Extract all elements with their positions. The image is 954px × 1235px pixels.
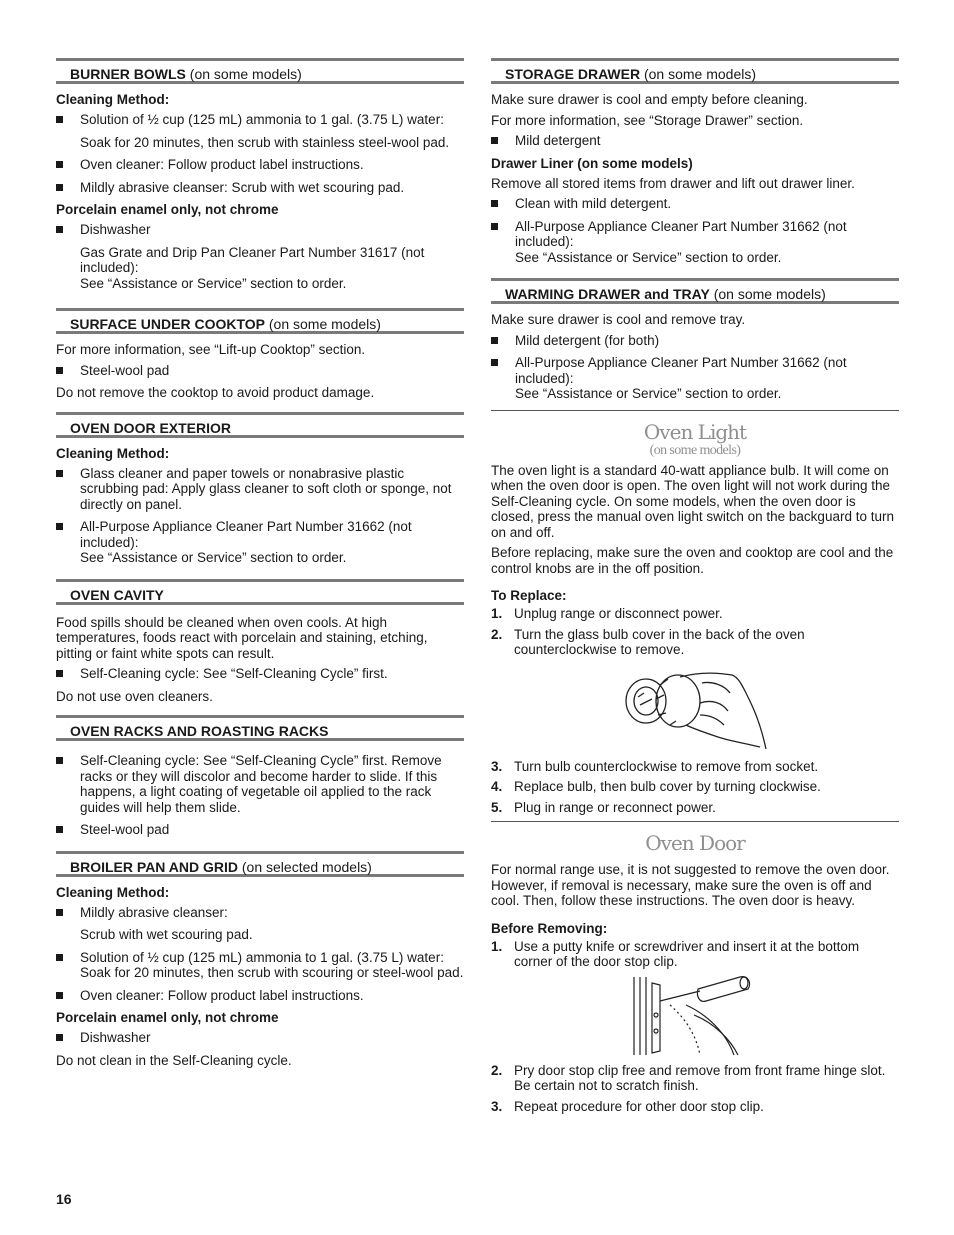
oven-door-steps [491, 939, 899, 970]
paragraph: Make sure drawer is cool and remove tray. [491, 312, 746, 327]
numbered-step [491, 1099, 899, 1115]
bullet-item: Oven cleaner: Follow product label instructions. [56, 157, 464, 173]
bullet-continuation: Soak for 20 minutes, then scrub with stainless steel-wool pad. [80, 134, 450, 150]
paragraph: Do not use oven cleaners. [56, 688, 213, 704]
bullet-continuation: See “Assistance or Service” section to order. [515, 386, 782, 401]
paragraph: Do not remove the cooktop to avoid product damage. [56, 385, 375, 400]
bullet-continuation: See “Assistance or Service” section to order. [80, 275, 347, 291]
paragraph: Food spills should be cleaned when oven cools. At high temperatures, foods react with porcelain and staining, etching, pitting or faint white spots can result. [56, 614, 428, 661]
numbered-step [491, 627, 899, 658]
oven-light-steps [491, 759, 899, 816]
numbered-step [491, 779, 899, 795]
section-header-oven-door-exterior: OVEN DOOR EXTERIOR [56, 412, 464, 438]
bullet-item: Mild detergent (for both) [491, 333, 899, 349]
oven-light-title: Oven Light [643, 419, 747, 444]
step-number: 2. [491, 626, 503, 642]
section-header-surface-under-cooktop: SURFACE UNDER COOKTOP (on some models) [56, 308, 464, 334]
oven-door-steps [491, 1063, 899, 1115]
step-number: 2. [491, 1062, 503, 1078]
left-column [56, 58, 464, 1073]
step-text: Pry door stop clip free and remove from front frame hinge slot. Be certain not to scratch finish. [514, 1062, 886, 1093]
bullet-item: Dishwasher [56, 222, 464, 238]
oven-light-steps [491, 606, 899, 658]
bullet-item: Mildly abrasive cleanser: [56, 905, 464, 921]
numbered-step [491, 939, 899, 970]
section-header-oven-racks: OVEN RACKS AND ROASTING RACKS [56, 715, 464, 741]
section-header-burner-bowls: BURNER BOWLS (on some models) [56, 58, 464, 84]
bullet-item: All-Purpose Appliance Cleaner Part Number 31662 (not included): [56, 519, 464, 550]
oven-light-subtitle: (on some models) [649, 442, 741, 458]
right-column [491, 58, 899, 1119]
step-number: 5. [491, 799, 503, 815]
numbered-step [491, 606, 899, 622]
section-header-storage-drawer: STORAGE DRAWER (on some models) [491, 58, 899, 84]
bulb-cover-illustration [620, 663, 770, 755]
bullet-item: All-Purpose Appliance Cleaner Part Number 31662 (not included): [491, 219, 899, 250]
bullet-item: Solution of ½ cup (125 mL) ammonia to 1 gal. (3.75 L) water: [56, 112, 464, 128]
numbered-step [491, 759, 899, 775]
porcelain-label: Porcelain enamel only, not chrome [56, 1010, 279, 1025]
paragraph: Before replacing, make sure the oven and cooktop are cool and the control knobs are in the off position. [491, 545, 894, 576]
to-replace-label: To Replace: [491, 588, 567, 603]
oven-door-title: Oven Door [645, 831, 745, 855]
step-number: 1. [491, 938, 503, 954]
paragraph: For more information, see “Storage Drawer” section. [491, 112, 804, 128]
numbered-step [491, 800, 899, 816]
section-header-warming-drawer: WARMING DRAWER and TRAY (on some models) [491, 278, 899, 304]
cleaning-method-label: Cleaning Method: [56, 445, 170, 461]
bullet-continuation: See “Assistance or Service” section to order. [80, 550, 347, 565]
paragraph: For more information, see “Lift-up Cooktop” section. [56, 342, 366, 357]
bullet-item: Mild detergent [491, 133, 899, 149]
paragraph: Remove all stored items from drawer and lift out drawer liner. [491, 175, 855, 191]
bullet-item: Dishwasher [56, 1030, 464, 1046]
bullet-item: Self-Cleaning cycle: See “Self-Cleaning Cycle” first. Remove racks or they will discolor and become harder to slide. If this happens, a light coating of vegetable oil applied to the rack guides will help them slide. [56, 753, 464, 815]
bullet-item: Oven cleaner: Follow product label instructions. [56, 988, 464, 1004]
section-header-broiler-pan: BROILER PAN AND GRID (on selected models) [56, 851, 464, 877]
paragraph: Do not clean in the Self-Cleaning cycle. [56, 1052, 292, 1068]
bullet-item: All-Purpose Appliance Cleaner Part Number 31662 (not included): [491, 355, 899, 386]
cleaning-method-label: Cleaning Method: [56, 884, 170, 900]
bullet-item: Mildly abrasive cleanser: Scrub with wet scouring pad. [56, 180, 464, 196]
bullet-continuation: See “Assistance or Service” section to order. [515, 249, 782, 265]
section-header-oven-cavity: OVEN CAVITY [56, 579, 464, 605]
step-number: 3. [491, 758, 503, 774]
bullet-item: Self-Cleaning cycle: See “Self-Cleaning Cycle” first. [56, 666, 464, 682]
bullet-item: Steel-wool pad [56, 822, 464, 838]
drawer-liner-label: Drawer Liner (on some models) [491, 155, 693, 171]
bullet-item: Glass cleaner and paper towels or nonabrasive plastic scrubbing pad: Apply glass cleaner to soft cloth or sponge, not directly on panel. [56, 466, 464, 513]
bullet-item: Steel-wool pad [56, 363, 464, 379]
step-number: 1. [491, 606, 503, 621]
paragraph: The oven light is a standard 40-watt appliance bulb. It will come on when the oven door is open. The oven light will not work during the Self-Cleaning cycle. On some models, when the oven door is closed, press the manual oven light switch on the backguard to turn on and off. [491, 462, 894, 540]
numbered-step [491, 1063, 899, 1094]
step-text: Turn the glass bulb cover in the back of the oven counterclockwise to remove. [514, 626, 805, 657]
paragraph: For normal range use, it is not suggested to remove the oven door. However, if removal is necessary, make sure the oven is off and cool. Then, follow these instructions. The oven door is heavy. [491, 862, 890, 908]
step-text: Turn bulb counterclockwise to remove from socket. [514, 758, 819, 774]
bullet-item: Solution of ½ cup (125 mL) ammonia to 1 gal. (3.75 L) water: Soak for 20 minutes, then scrub with scouring or steel-wool pad. [56, 950, 464, 981]
bullet-continuation: Gas Grate and Drip Pan Cleaner Part Number 31617 (not included): [80, 244, 425, 275]
step-number: 3. [491, 1098, 503, 1114]
step-text: Use a putty knife or screwdriver and insert it at the bottom corner of the door stop clip. [514, 938, 860, 969]
step-number: 4. [491, 779, 503, 794]
step-text: Repeat procedure for other door stop clip. [514, 1098, 764, 1114]
before-removing-label: Before Removing: [491, 920, 608, 936]
bullet-continuation: Scrub with wet scouring pad. [80, 927, 253, 942]
cleaning-method-label: Cleaning Method: [56, 92, 170, 107]
step-text: Plug in range or reconnect power. [514, 799, 716, 815]
paragraph: Make sure drawer is cool and empty before cleaning. [491, 92, 808, 107]
step-text: Replace bulb, then bulb cover by turning clockwise. [514, 779, 821, 794]
door-stop-clip-illustration [630, 975, 760, 1057]
step-text: Unplug range or disconnect power. [514, 606, 723, 621]
page-number: 16 [56, 1191, 72, 1207]
bullet-item: Clean with mild detergent. [491, 196, 899, 212]
porcelain-label: Porcelain enamel only, not chrome [56, 202, 279, 217]
